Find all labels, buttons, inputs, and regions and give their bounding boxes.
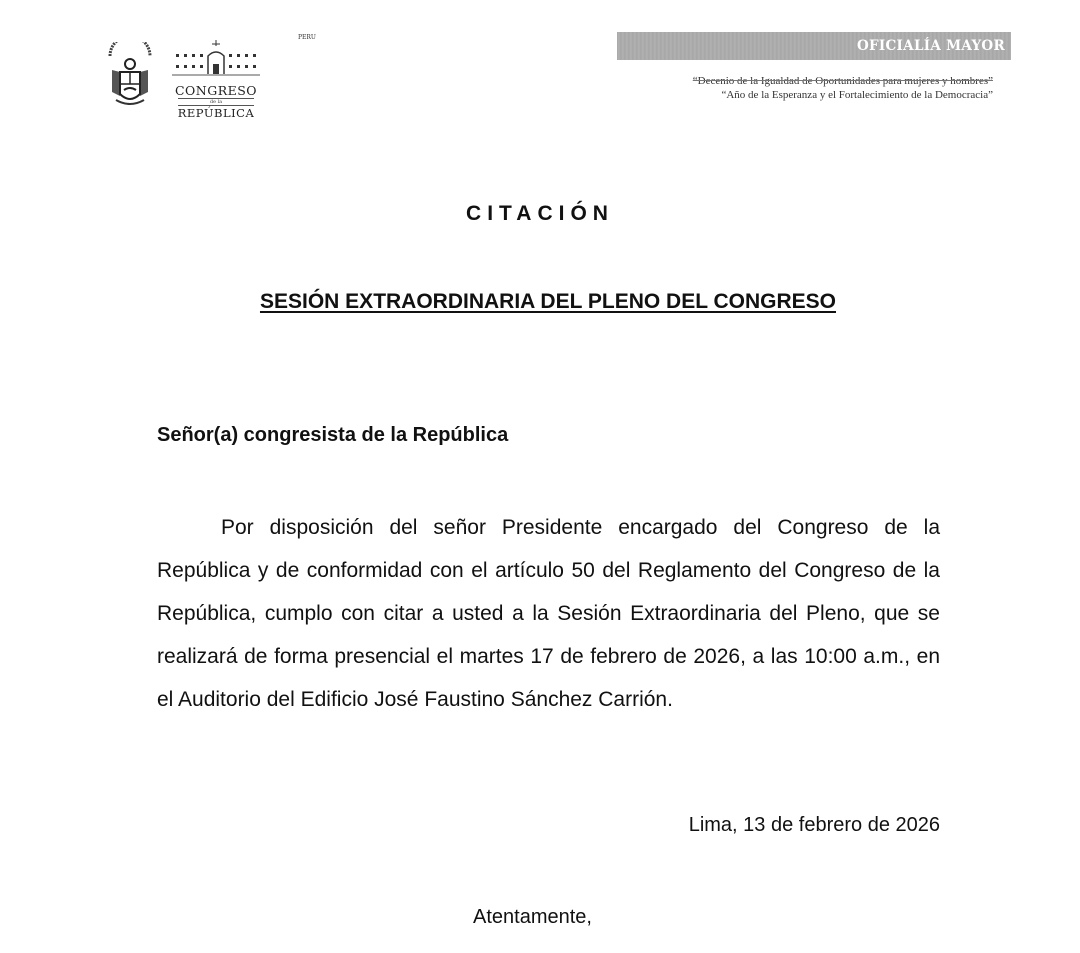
logo-name-line1: CONGRESO (174, 83, 258, 98)
office-banner (617, 32, 1011, 60)
motto-year: “Año de la Esperanza y el Fortalecimiento de la Democracia” (721, 89, 993, 101)
closing: Atentamente, (473, 906, 592, 928)
date-line: Lima, 13 de febrero de 2026 (688, 814, 940, 836)
logo-name-line2: REPÚBLICA (177, 106, 255, 120)
motto-decade: “Decenio de la Igualdad de Oportunidades para mujeres y hombres” (692, 75, 993, 87)
logo-name-small: de la (178, 98, 254, 106)
body-paragraph: Por disposición del señor Presidente encargado del Congreso de la República y de conformidad con el artículo 50 del Reglamento del Congreso de la República, cumplo con citar a usted a la Sesión Extraordinaria del Pleno, que se realizará de forma presencial el martes 17 de febrero de 2026, a las 10:00 a.m., en el Auditorio del Edificio José Faustino Sánchez Carrión. (157, 516, 940, 711)
congreso-wordmark (172, 34, 316, 120)
national-crest-icon (104, 42, 156, 110)
office-banner-label: OFICIALÍA MAYOR (856, 38, 1005, 54)
congress-logo (104, 34, 316, 120)
peru-label: PERU (298, 34, 316, 41)
official-mottos (693, 74, 993, 102)
document-subtitle: SESIÓN EXTRAORDINARIA DEL PLENO DEL CONGRESO (259, 290, 836, 313)
document-title: CITACIÓN (466, 202, 614, 225)
congress-building-icon (172, 38, 260, 80)
salutation: Señor(a) congresista de la República (157, 424, 509, 446)
